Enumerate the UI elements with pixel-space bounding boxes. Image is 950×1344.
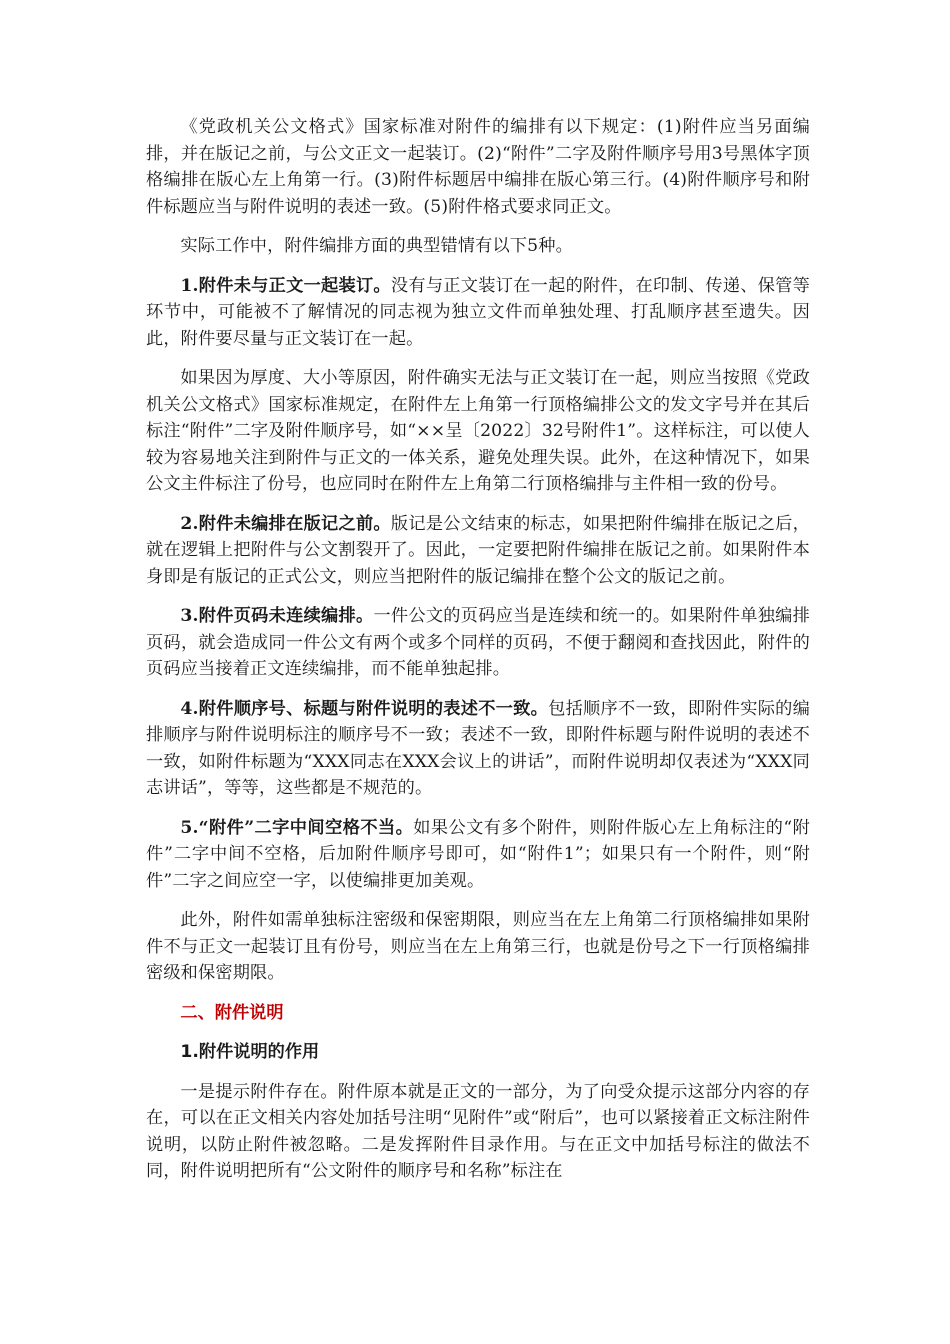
paragraph-error-2 (146, 511, 810, 591)
paragraph-error-5 (146, 815, 810, 895)
error-2-body: 版记是公文结束的标志，如果把附件编排在版记之后，就在逻辑上把附件与公文割裂开了。因此，一定要把附件编排在版记之前。如果附件本身即是有版记的正式公文，则应当把附件的版记编排在整个公文的版记之前。 (146, 513, 810, 587)
paragraph-error-4 (146, 696, 810, 802)
error-4-title: 4.附件顺序号、标题与附件说明的表述不一致。 (180, 698, 549, 719)
paragraph-secrecy-note: 此外，附件如需单独标注密级和保密期限，则应当在左上角第二行顶格编排如果附件不与正文一起装订且有份号，则应当在左上角第三行，也就是份号之下一行顶格编排密级和保密期限。 (146, 910, 810, 983)
paragraph-error-1-detail: 如果因为厚度、大小等原因，附件确实无法与正文装订在一起，则应当按照《党政机关公文格式》国家标准规定，在附件左上角第一行顶格编排公文的发文字号并在其后标注“附件”二字及附件顺序号，如“××呈〔2022〕32号附件1”。这样标注，可以使人较为容易地关注到附件与正文的一体关系，避免处理失误。此外，在这种情况下，如果公文主件标注了份号，也应同时在附件左上角第二行顶格编排与主件相一致的份号。 (146, 368, 810, 494)
subsection-heading-purpose: 1.附件说明的作用 (180, 1042, 320, 1062)
error-5-body: 如果公文有多个附件，则附件版心左上角标注的“附件”二字中间不空格，后加附件顺序号即可，如“附件1”；如果只有一个附件，则“附件”二字之间应空一字，以使编排更加美观。 (146, 817, 810, 891)
error-3-title: 3.附件页码未连续编排。 (180, 606, 374, 626)
paragraph-purpose: 一是提示附件存在。附件原本就是正文的一部分，为了向受众提示这部分内容的存在，可以在正文相关内容处加括号注明“见附件”或“附后”，也可以紧接着正文标注附件说明，以防止附件被忽略。二是发挥附件目录作用。与在正文中加括号标注的做法不同，附件说明把所有“公文附件的顺序号和名称”标注在 (146, 1081, 810, 1181)
document-page (146, 114, 810, 1198)
error-1-body: 没有与正文装订在一起的附件，在印制、传递、保管等环节中，可能被不了解情况的同志视为独立文件而单独处理、打乱顺序甚至遗失。因此，附件要尽量与正文装订在一起。 (146, 275, 810, 349)
error-4-body: 包括顺序不一致，即附件实际的编排顺序与附件说明标注的顺序号不一致；表述不一致，即附件标题与附件说明的表述不一致，如附件标题为“XXX同志在XXX会议上的讲话”，而附件说明却仅表述为“XXX同志讲话”，等等，这些都是不规范的。 (146, 698, 810, 798)
paragraph-format-rules: 《党政机关公文格式》国家标准对附件的编排有以下规定：(1)附件应当另面编排，并在版记之前，与公文正文一起装订。(2)“附件”二字及附件顺序号用3号黑体字顶格编排在版心左上角第一行。(3)附件标题居中编排在版心第三行。(4)附件顺序号和附件标题应当与附件说明的表述一致。(5)附件格式要求同正文。 (146, 117, 810, 217)
section-heading-attachment-note: 二、附件说明 (180, 1002, 284, 1023)
error-3-body: 一件公文的页码应当是连续和统一的。如果附件单独编排页码，就会造成同一件公文有两个或多个同样的页码，不便于翻阅和查找因此，附件的页码应当接着正文连续编排，而不能单独起排。 (146, 606, 810, 679)
paragraph-error-intro: 实际工作中，附件编排方面的典型错情有以下5种。 (180, 236, 573, 256)
paragraph-error-3 (146, 603, 810, 683)
error-2-title: 2.附件未编排在版记之前。 (180, 513, 391, 534)
paragraph-error-1 (146, 273, 810, 353)
error-1-title: 1.附件未与正文一起装订。 (180, 275, 391, 296)
error-5-title: 5.“附件”二字中间空格不当。 (180, 817, 414, 838)
